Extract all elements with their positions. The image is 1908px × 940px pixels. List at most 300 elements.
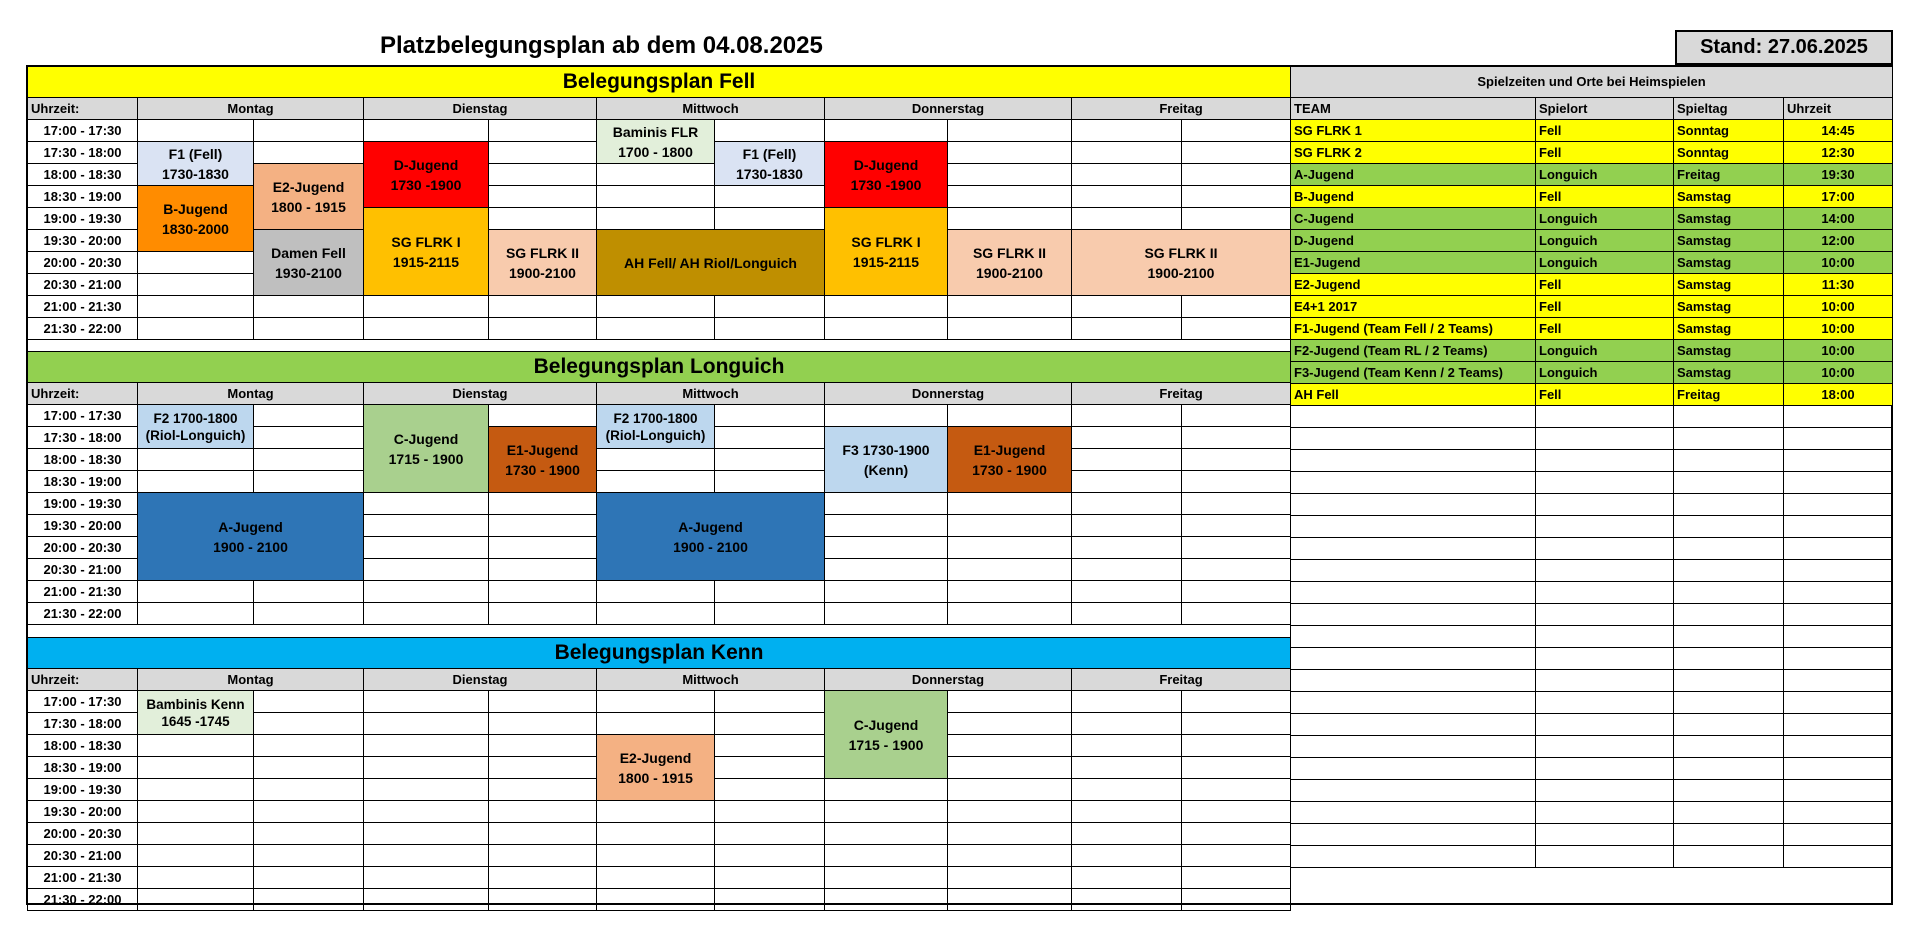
empty-cell — [825, 493, 948, 515]
empty-cell — [1182, 186, 1291, 208]
table-row — [1291, 208, 1893, 230]
empty-row — [1291, 824, 1893, 846]
empty-cell — [715, 889, 825, 911]
location-cell: Fell — [1536, 186, 1674, 208]
empty-cell — [1784, 802, 1893, 824]
location-cell: Fell — [1536, 142, 1674, 164]
event-block: SG FLRK I 1915-2115 — [364, 208, 489, 296]
team-cell: SG FLRK 2 — [1291, 142, 1536, 164]
empty-cell — [364, 581, 489, 603]
empty-cell — [948, 318, 1072, 340]
empty-cell — [1536, 736, 1674, 758]
table-row — [1291, 252, 1893, 274]
empty-cell — [138, 318, 254, 340]
empty-cell — [138, 603, 254, 625]
empty-cell — [1784, 494, 1893, 516]
empty-cell — [138, 471, 254, 493]
weekday-cell: Samstag — [1674, 208, 1784, 230]
time-slot: 20:00 - 20:30 — [28, 823, 138, 845]
empty-cell — [715, 427, 825, 449]
empty-row — [1291, 692, 1893, 714]
location-cell: Longuich — [1536, 164, 1674, 186]
time-cell: 10:00 — [1784, 252, 1893, 274]
empty-cell — [1674, 736, 1784, 758]
table-row — [1291, 142, 1893, 164]
empty-cell — [489, 164, 597, 186]
time-cell: 19:30 — [1784, 164, 1893, 186]
empty-cell — [1291, 406, 1536, 428]
location-cell: Longuich — [1536, 362, 1674, 384]
empty-cell — [1182, 735, 1291, 757]
event-block: Damen Fell 1930-2100 — [254, 230, 364, 296]
team-cell: F3-Jugend (Team Kenn / 2 Teams) — [1291, 362, 1536, 384]
empty-cell — [254, 405, 364, 427]
empty-cell — [948, 405, 1072, 427]
day-header: Dienstag — [364, 383, 597, 405]
empty-cell — [1182, 691, 1291, 713]
column-header: Spielort — [1536, 98, 1674, 120]
empty-cell — [1291, 450, 1536, 472]
empty-cell — [489, 735, 597, 757]
weekday-cell: Samstag — [1674, 340, 1784, 362]
time-slot: 20:00 - 20:30 — [28, 252, 138, 274]
empty-cell — [1784, 450, 1893, 472]
empty-cell — [138, 252, 254, 274]
empty-cell — [1182, 801, 1291, 823]
empty-cell — [1182, 296, 1291, 318]
location-cell: Fell — [1536, 384, 1674, 406]
empty-cell — [1182, 845, 1291, 867]
empty-cell — [1784, 846, 1893, 868]
empty-cell — [489, 713, 597, 735]
empty-cell — [715, 405, 825, 427]
empty-cell — [138, 889, 254, 911]
empty-cell — [254, 757, 364, 779]
team-cell: F1-Jugend (Team Fell / 2 Teams) — [1291, 318, 1536, 340]
empty-row — [1291, 604, 1893, 626]
empty-cell — [1536, 714, 1674, 736]
event-block: SG FLRK I 1915-2115 — [825, 208, 948, 296]
empty-cell — [1182, 559, 1291, 581]
time-slot: 18:30 - 19:00 — [28, 757, 138, 779]
empty-row — [1291, 494, 1893, 516]
empty-cell — [1784, 582, 1893, 604]
time-slot: 21:30 - 22:00 — [28, 889, 138, 911]
empty-cell — [1784, 406, 1893, 428]
empty-row — [1291, 406, 1893, 428]
weekday-cell: Sonntag — [1674, 120, 1784, 142]
time-slot: 21:30 - 22:00 — [28, 318, 138, 340]
empty-cell — [1182, 142, 1291, 164]
empty-cell — [948, 120, 1072, 142]
day-header: Freitag — [1072, 383, 1291, 405]
empty-cell — [1072, 581, 1182, 603]
time-slot: 21:00 - 21:30 — [28, 296, 138, 318]
empty-cell — [1072, 823, 1182, 845]
empty-cell — [364, 296, 489, 318]
empty-cell — [254, 823, 364, 845]
time-slot: 19:00 - 19:30 — [28, 493, 138, 515]
time-slot: 20:00 - 20:30 — [28, 537, 138, 559]
empty-cell — [1182, 889, 1291, 911]
empty-cell — [254, 296, 364, 318]
empty-cell — [1784, 824, 1893, 846]
table-row — [1291, 164, 1893, 186]
weekday-cell: Samstag — [1674, 252, 1784, 274]
empty-cell — [489, 559, 597, 581]
location-cell: Fell — [1536, 318, 1674, 340]
empty-cell — [597, 164, 715, 186]
empty-cell — [715, 186, 825, 208]
table-row — [1291, 318, 1893, 340]
empty-cell — [489, 186, 597, 208]
empty-cell — [1784, 626, 1893, 648]
empty-cell — [1291, 780, 1536, 802]
event-block: Baminis FLR 1700 - 1800 — [597, 120, 715, 164]
weekday-cell: Samstag — [1674, 362, 1784, 384]
empty-cell — [715, 735, 825, 757]
empty-cell — [1182, 603, 1291, 625]
empty-cell — [1182, 208, 1291, 230]
table-row — [1291, 120, 1893, 142]
weekday-cell: Samstag — [1674, 296, 1784, 318]
empty-row — [1291, 450, 1893, 472]
empty-cell — [1072, 559, 1182, 581]
empty-cell — [1072, 889, 1182, 911]
empty-cell — [1182, 318, 1291, 340]
empty-cell — [1182, 515, 1291, 537]
column-header: Uhrzeit — [1784, 98, 1893, 120]
time-header: Uhrzeit: — [28, 669, 138, 691]
time-cell: 12:00 — [1784, 230, 1893, 252]
empty-cell — [948, 296, 1072, 318]
empty-cell — [1291, 824, 1536, 846]
empty-cell — [715, 845, 825, 867]
empty-cell — [1291, 802, 1536, 824]
day-header: Freitag — [1072, 669, 1291, 691]
weekday-cell: Freitag — [1674, 164, 1784, 186]
empty-cell — [597, 691, 715, 713]
empty-cell — [1072, 164, 1182, 186]
time-slot: 17:00 - 17:30 — [28, 405, 138, 427]
empty-cell — [489, 779, 597, 801]
time-header: Uhrzeit: — [28, 383, 138, 405]
empty-cell — [1182, 427, 1291, 449]
time-cell: 12:30 — [1784, 142, 1893, 164]
empty-cell — [948, 603, 1072, 625]
event-block: E1-Jugend 1730 - 1900 — [948, 427, 1072, 493]
empty-cell — [825, 318, 948, 340]
event-block: D-Jugend 1730 -1900 — [825, 142, 948, 208]
longuich-schedule — [27, 351, 1291, 625]
team-cell: A-Jugend — [1291, 164, 1536, 186]
empty-cell — [1674, 670, 1784, 692]
empty-cell — [597, 296, 715, 318]
empty-cell — [825, 603, 948, 625]
empty-cell — [715, 713, 825, 735]
empty-cell — [597, 889, 715, 911]
empty-cell — [597, 713, 715, 735]
empty-cell — [1674, 692, 1784, 714]
empty-cell — [364, 318, 489, 340]
empty-cell — [597, 581, 715, 603]
empty-cell — [138, 735, 254, 757]
table-row — [1291, 362, 1893, 384]
empty-cell — [1536, 758, 1674, 780]
table-row — [1291, 186, 1893, 208]
empty-cell — [1291, 428, 1536, 450]
time-cell: 17:00 — [1784, 186, 1893, 208]
empty-cell — [948, 208, 1072, 230]
team-cell: F2-Jugend (Team RL / 2 Teams) — [1291, 340, 1536, 362]
empty-cell — [254, 691, 364, 713]
empty-cell — [715, 779, 825, 801]
day-header: Donnerstag — [825, 669, 1072, 691]
table-row — [1291, 296, 1893, 318]
empty-cell — [597, 845, 715, 867]
empty-cell — [948, 186, 1072, 208]
empty-cell — [138, 449, 254, 471]
day-header: Mittwoch — [597, 669, 825, 691]
empty-cell — [948, 845, 1072, 867]
empty-cell — [138, 274, 254, 296]
empty-cell — [1072, 779, 1182, 801]
empty-cell — [1072, 449, 1182, 471]
empty-cell — [948, 493, 1072, 515]
empty-cell — [825, 537, 948, 559]
empty-cell — [489, 537, 597, 559]
team-cell: B-Jugend — [1291, 186, 1536, 208]
empty-cell — [254, 142, 364, 164]
empty-cell — [1674, 648, 1784, 670]
empty-cell — [364, 559, 489, 581]
empty-cell — [1072, 691, 1182, 713]
time-slot: 20:30 - 21:00 — [28, 274, 138, 296]
empty-cell — [138, 296, 254, 318]
empty-cell — [1536, 494, 1674, 516]
day-header: Donnerstag — [825, 98, 1072, 120]
event-block: F1 (Fell) 1730-1830 — [715, 142, 825, 186]
empty-cell — [1536, 802, 1674, 824]
empty-cell — [948, 801, 1072, 823]
empty-cell — [489, 120, 597, 142]
empty-cell — [825, 581, 948, 603]
kenn-title: Belegungsplan Kenn — [28, 638, 1291, 669]
day-header: Mittwoch — [597, 383, 825, 405]
time-header: Uhrzeit: — [28, 98, 138, 120]
time-slot: 18:00 - 18:30 — [28, 735, 138, 757]
empty-cell — [948, 537, 1072, 559]
empty-cell — [254, 845, 364, 867]
event-block: F2 1700-1800 (Riol-Longuich) — [597, 405, 715, 449]
longuich-title: Belegungsplan Longuich — [28, 352, 1291, 383]
empty-cell — [948, 779, 1072, 801]
empty-cell — [489, 515, 597, 537]
event-block: F3 1730-1900 (Kenn) — [825, 427, 948, 493]
empty-cell — [1182, 537, 1291, 559]
empty-cell — [597, 603, 715, 625]
empty-cell — [1674, 406, 1784, 428]
empty-cell — [1291, 494, 1536, 516]
event-block: B-Jugend 1830-2000 — [138, 186, 254, 252]
empty-cell — [597, 801, 715, 823]
time-cell: 10:00 — [1784, 318, 1893, 340]
empty-cell — [1182, 757, 1291, 779]
time-slot: 19:00 - 19:30 — [28, 779, 138, 801]
empty-cell — [1182, 405, 1291, 427]
event-block: F1 (Fell) 1730-1830 — [138, 142, 254, 186]
empty-cell — [1674, 538, 1784, 560]
empty-cell — [1072, 801, 1182, 823]
empty-cell — [1674, 780, 1784, 802]
empty-cell — [825, 515, 948, 537]
empty-cell — [1182, 779, 1291, 801]
empty-row — [1291, 538, 1893, 560]
location-cell: Longuich — [1536, 252, 1674, 274]
table-row — [1291, 230, 1893, 252]
empty-row — [1291, 626, 1893, 648]
empty-cell — [715, 603, 825, 625]
empty-cell — [489, 493, 597, 515]
empty-cell — [1072, 537, 1182, 559]
time-slot: 18:30 - 19:00 — [28, 471, 138, 493]
time-cell: 10:00 — [1784, 296, 1893, 318]
empty-cell — [715, 757, 825, 779]
empty-cell — [1784, 604, 1893, 626]
empty-row — [1291, 472, 1893, 494]
empty-cell — [1784, 670, 1893, 692]
empty-cell — [1536, 428, 1674, 450]
empty-cell — [1072, 405, 1182, 427]
empty-cell — [715, 691, 825, 713]
empty-cell — [1291, 604, 1536, 626]
empty-cell — [1291, 758, 1536, 780]
time-cell: 10:00 — [1784, 340, 1893, 362]
empty-cell — [1674, 472, 1784, 494]
empty-cell — [597, 471, 715, 493]
event-block: A-Jugend 1900 - 2100 — [597, 493, 825, 581]
empty-cell — [1072, 845, 1182, 867]
day-header: Dienstag — [364, 669, 597, 691]
empty-cell — [1674, 824, 1784, 846]
empty-cell — [825, 120, 948, 142]
empty-row — [1291, 846, 1893, 868]
empty-cell — [1536, 780, 1674, 802]
empty-cell — [489, 603, 597, 625]
table-row — [1291, 274, 1893, 296]
home-games-table — [1290, 66, 1893, 868]
day-header: Montag — [138, 98, 364, 120]
time-slot: 17:30 - 18:00 — [28, 427, 138, 449]
empty-cell — [1784, 780, 1893, 802]
empty-cell — [254, 801, 364, 823]
empty-row — [1291, 648, 1893, 670]
empty-cell — [1674, 758, 1784, 780]
empty-cell — [489, 142, 597, 164]
event-block: E2-Jugend 1800 - 1915 — [254, 164, 364, 230]
empty-cell — [254, 779, 364, 801]
empty-cell — [1072, 515, 1182, 537]
team-cell: E4+1 2017 — [1291, 296, 1536, 318]
empty-cell — [1072, 757, 1182, 779]
empty-cell — [1674, 604, 1784, 626]
empty-cell — [1182, 823, 1291, 845]
event-block: SG FLRK II 1900-2100 — [489, 230, 597, 296]
time-slot: 17:00 - 17:30 — [28, 691, 138, 713]
time-slot: 20:30 - 21:00 — [28, 845, 138, 867]
empty-cell — [1674, 560, 1784, 582]
empty-cell — [1674, 516, 1784, 538]
empty-cell — [715, 296, 825, 318]
empty-cell — [364, 735, 489, 757]
empty-cell — [254, 471, 364, 493]
empty-cell — [1674, 626, 1784, 648]
weekday-cell: Sonntag — [1674, 142, 1784, 164]
empty-cell — [1072, 186, 1182, 208]
time-slot: 17:30 - 18:00 — [28, 713, 138, 735]
empty-cell — [1182, 493, 1291, 515]
empty-row — [1291, 758, 1893, 780]
empty-cell — [948, 142, 1072, 164]
empty-cell — [254, 889, 364, 911]
empty-cell — [254, 603, 364, 625]
empty-cell — [1536, 648, 1674, 670]
empty-cell — [1072, 713, 1182, 735]
empty-cell — [948, 757, 1072, 779]
weekday-cell: Samstag — [1674, 274, 1784, 296]
empty-cell — [948, 581, 1072, 603]
empty-cell — [254, 318, 364, 340]
empty-row — [1291, 780, 1893, 802]
team-cell: C-Jugend — [1291, 208, 1536, 230]
time-slot: 19:30 - 20:00 — [28, 230, 138, 252]
empty-cell — [1784, 714, 1893, 736]
empty-cell — [715, 449, 825, 471]
empty-cell — [138, 867, 254, 889]
empty-cell — [364, 801, 489, 823]
fell-title: Belegungsplan Fell — [28, 67, 1291, 98]
empty-cell — [825, 889, 948, 911]
time-cell: 10:00 — [1784, 362, 1893, 384]
empty-cell — [489, 845, 597, 867]
empty-cell — [1291, 538, 1536, 560]
empty-cell — [825, 559, 948, 581]
empty-cell — [1291, 846, 1536, 868]
time-cell: 18:00 — [1784, 384, 1893, 406]
empty-cell — [715, 867, 825, 889]
location-cell: Fell — [1536, 120, 1674, 142]
empty-cell — [1291, 560, 1536, 582]
location-cell: Longuich — [1536, 208, 1674, 230]
empty-row — [1291, 714, 1893, 736]
table-row — [1291, 384, 1893, 406]
weekday-cell: Samstag — [1674, 318, 1784, 340]
empty-cell — [364, 889, 489, 911]
empty-cell — [1072, 208, 1182, 230]
empty-cell — [1536, 450, 1674, 472]
empty-cell — [1072, 471, 1182, 493]
empty-cell — [825, 867, 948, 889]
empty-cell — [948, 867, 1072, 889]
time-slot: 21:00 - 21:30 — [28, 867, 138, 889]
empty-cell — [1291, 648, 1536, 670]
empty-cell — [1072, 142, 1182, 164]
empty-row — [1291, 582, 1893, 604]
empty-cell — [715, 823, 825, 845]
empty-cell — [1536, 538, 1674, 560]
kenn-schedule — [27, 637, 1291, 911]
empty-row — [1291, 802, 1893, 824]
